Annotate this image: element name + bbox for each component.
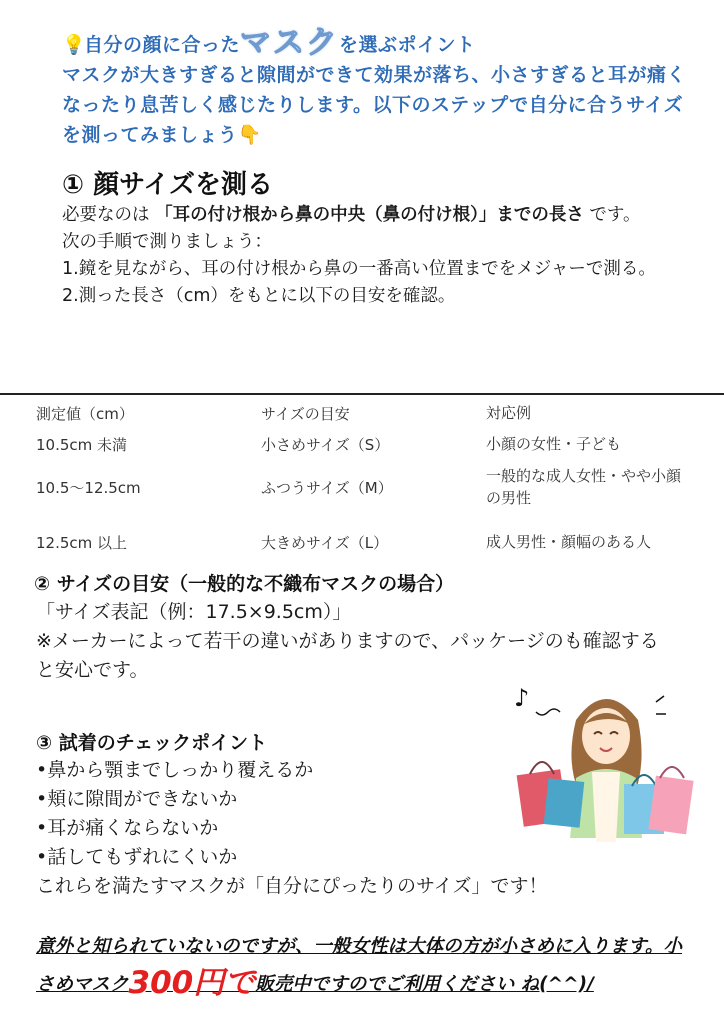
intro-text: マスクが大きすぎると隙間ができて効果が落ち、小さすぎると耳が痛くなったり息苦しく感じたりします。以下のステップで自分に合うサイズを測ってみましょう — [62, 64, 687, 146]
size-table — [28, 398, 694, 570]
lightbulb-icon: 💡 — [62, 34, 87, 56]
need-bold: 「耳の付け根から鼻の中央（鼻の付け根）」までの長さ — [155, 205, 584, 225]
table-row — [28, 514, 694, 570]
promo-notice — [36, 928, 696, 1003]
table-header: サイズの目安 — [261, 404, 350, 423]
table-row — [28, 428, 694, 460]
section2-body — [36, 598, 676, 685]
list-item: •話してもずれにくいか — [36, 846, 238, 868]
list-item: •頬に隙間ができないか — [36, 788, 238, 810]
table-cell: 小顔の女性・子ども — [486, 435, 622, 453]
table-cell: 一般的な成人女性・やや小顔の男性 — [486, 467, 682, 507]
intro-title-after: を選ぶポイント — [339, 34, 476, 56]
notice-before: 意外と知られていないのですが、一般女性は大体の方が小さめに入ります。小さめマスク — [36, 936, 683, 995]
section2-title: ② サイズの目安（一般的な不織布マスクの場合） — [34, 573, 455, 595]
divider-line — [0, 393, 724, 395]
step-2: 2.測った長さ（cm）をもとに以下の目安を確認。 — [62, 286, 456, 306]
table-cell: 大きめサイズ（L） — [261, 533, 389, 552]
size-label-example: 「サイズ表記（例：17.5×9.5cm）」 — [36, 601, 352, 623]
table-cell: 小さめサイズ（S） — [261, 435, 390, 454]
procedure-text: 次の手順で測りましょう： — [62, 232, 272, 252]
notice-after: 販売中ですのでご利用ください ね(^^)/ — [255, 974, 594, 995]
manufacturer-note: ※メーカーによって若干の違いがありますので、パッケージのも確認すると安心です。 — [36, 630, 659, 681]
table-cell: 成人男性・顔幅のある人 — [486, 533, 652, 551]
conclusion-text: これらを満たすマスクが「自分にぴったりのサイズ」です！ — [36, 875, 548, 897]
list-item: •鼻から顎までしっかり覆えるか — [36, 759, 314, 781]
music-note-icon: ♪ — [514, 684, 530, 712]
section3-title: ③ 試着のチェックポイント — [36, 732, 268, 754]
price-highlight: 300円で — [128, 965, 256, 1001]
need-prefix: 必要なのは — [62, 205, 150, 225]
table-header: 測定値（cm） — [36, 404, 134, 423]
table-header: 対応例 — [486, 404, 532, 422]
table-row — [28, 460, 694, 514]
intro-block — [62, 25, 702, 150]
need-suffix: です。 — [589, 205, 641, 225]
table-header-row — [28, 398, 694, 428]
section1-body — [62, 202, 682, 310]
table-cell: ふつうサイズ（M） — [261, 478, 393, 497]
mask-heading-word: マスク — [240, 25, 340, 61]
pointing-down-icon: 👇 — [237, 124, 262, 146]
list-item: •耳が痛くならないか — [36, 817, 219, 839]
table-cell: 10.5～12.5cm — [36, 478, 141, 497]
section1-title: ① 顔サイズを測る — [62, 170, 273, 200]
checkpoint-list — [36, 756, 696, 901]
step-1: 1.鏡を見ながら、耳の付け根から鼻の一番高い位置までをメジャーで測る。 — [62, 259, 656, 279]
intro-title-before: 自分の顔に合った — [84, 34, 241, 56]
table-cell: 10.5cm 未満 — [36, 435, 128, 454]
table-cell: 12.5cm 以上 — [36, 533, 128, 552]
